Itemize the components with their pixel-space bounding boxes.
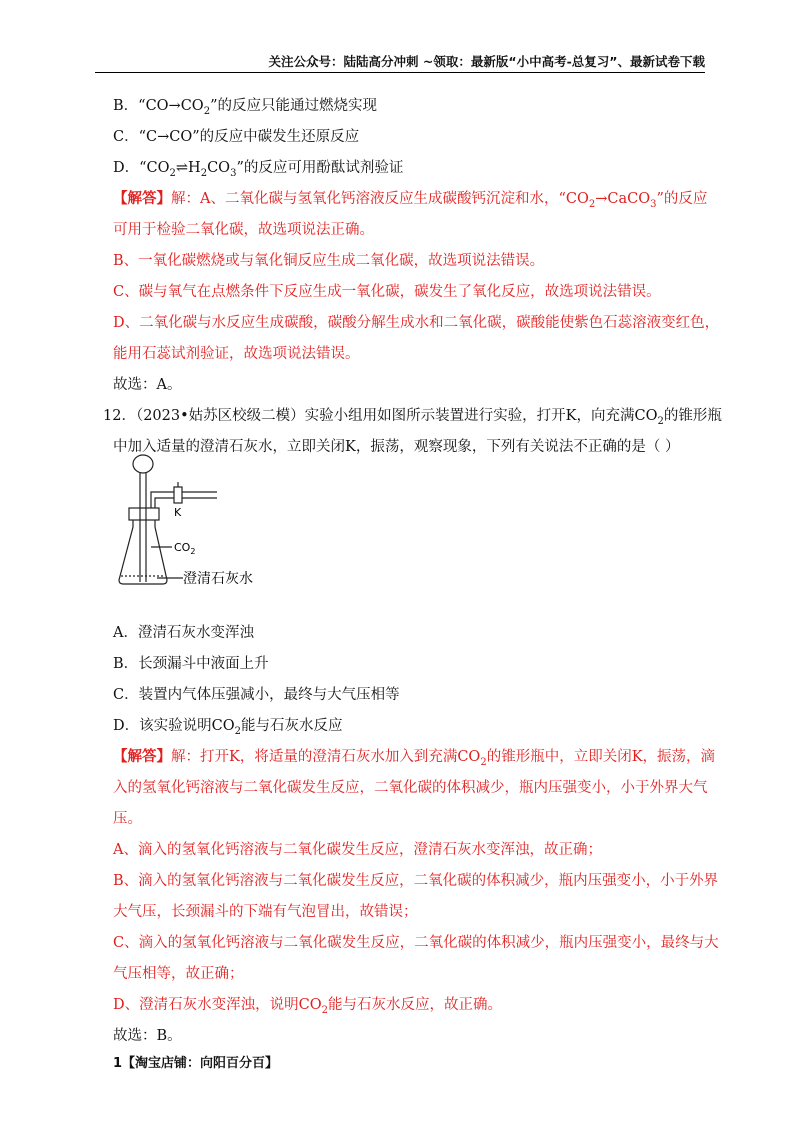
q12-answer-a: A、滴入的氢氧化钙溶液与二氧化碳发生反应，澄清石灰水变浑浊，故正确； <box>113 842 602 858</box>
q11-answer-b: B、一氧化碳燃烧或与氧化铜反应生成二氧化碳，故选项说法错误。 <box>113 253 545 269</box>
valve-label: K <box>174 506 182 519</box>
q12-answer-intro-2: 入的氢氧化钙溶液与二氧化碳发生反应，二氧化碳的体积减少，瓶内压强变小，小于外界大气 <box>113 780 708 796</box>
q12-stem-1: 12．（2023•姑苏区校级二模）实验小组用如图所示装置进行实验，打开K，向充满$CO_2$的锥形瓶 <box>103 408 722 427</box>
q11-answer-d2: 能用石蕊试剂验证，故选项说法错误。 <box>113 346 360 362</box>
q12-option-d: D．该实验说明$CO_2$能与石灰水反应 <box>113 718 343 737</box>
q11-answer-a1: 【解答】解：A、二氧化碳与氢氧化钙溶液反应生成碳酸钙沉淀和水，“$CO_2\to CaCO_3$”的反应 <box>113 190 708 210</box>
q12-option-b: B．长颈漏斗中液面上升 <box>113 656 269 672</box>
co2-label: $CO_2$ <box>174 541 196 556</box>
flask-diagram <box>117 452 267 592</box>
outlet-tube-bottom <box>155 498 217 508</box>
rubber-stopper <box>129 508 159 520</box>
q12-stem-2: 中加入适量的澄清石灰水，立即关闭K，振荡，观察现象，下列有关说法不正确的是（ ） <box>113 439 680 455</box>
q12-answer-intro-1: 【解答】解：打开K，将适量的澄清石灰水加入到充满$CO_2$的锥形瓶中，立即关闭K，振荡，滴 <box>113 748 716 768</box>
q12-answer-d: D、澄清石灰水变浑浊，说明$CO_2$能与石灰水反应，故正确。 <box>113 997 502 1016</box>
outlet-tube-top <box>151 492 217 508</box>
q12-answer-c2: 气压相等，故正确； <box>113 966 244 982</box>
q11-answer-c: C、碳与氧气在点燃条件下反应生成一氧化碳，碳发生了氧化反应，故选项说法错误。 <box>113 284 661 300</box>
limewater-label: 澄清石灰水 <box>183 571 253 587</box>
q11-choice: 故选：A。 <box>113 377 182 393</box>
q11-answer-d1: D、二氧化碳与水反应生成碳酸，碳酸分解生成水和二氧化碳，碳酸能使紫色石蕊溶液变红色， <box>113 315 720 331</box>
q12-answer-c1: C、滴入的氢氧化钙溶液与二氧化碳发生反应，二氧化碳的体积减少，瓶内压强变小，最终与大 <box>113 935 719 951</box>
q12-option-c: C．装置内气体压强减小，最终与大气压相等 <box>113 687 400 703</box>
q12-option-a: A．澄清石灰水变浑浊 <box>113 625 254 641</box>
page-footer: 1【淘宝店铺：向阳百分百】 <box>113 1056 279 1071</box>
q12-answer-b2: 大气压，长颈漏斗的下端有气泡冒出，故错误； <box>113 904 418 920</box>
funnel-bulb <box>133 455 153 473</box>
q11-option-c: C．“C→CO”的反应中碳发生还原反应 <box>113 129 360 145</box>
q11-option-d: D．“$CO_2\rightleftharpoons H_2CO_3$”的反应可用酚酞试剂验证 <box>113 160 404 179</box>
conical-flask <box>119 520 167 584</box>
q12-answer-intro-3: 压。 <box>113 811 142 827</box>
q11-option-b: B．“$CO\to CO_2$”的反应只能通过燃烧实现 <box>113 98 377 117</box>
page-header: 关注公众号：陆陆高分冲刺 ~领取：最新版“小中高考-总复习”、最新试卷下载 <box>95 52 705 73</box>
apparatus-figure <box>117 452 267 592</box>
valve-k <box>174 487 182 503</box>
q12-choice: 故选：B。 <box>113 1028 182 1044</box>
q12-answer-b1: B、滴入的氢氧化钙溶液与二氧化碳发生反应，二氧化碳的体积减少，瓶内压强变小，小于外界 <box>113 873 719 889</box>
q11-answer-a2: 可用于检验二氧化碳，故选项说法正确。 <box>113 222 374 238</box>
